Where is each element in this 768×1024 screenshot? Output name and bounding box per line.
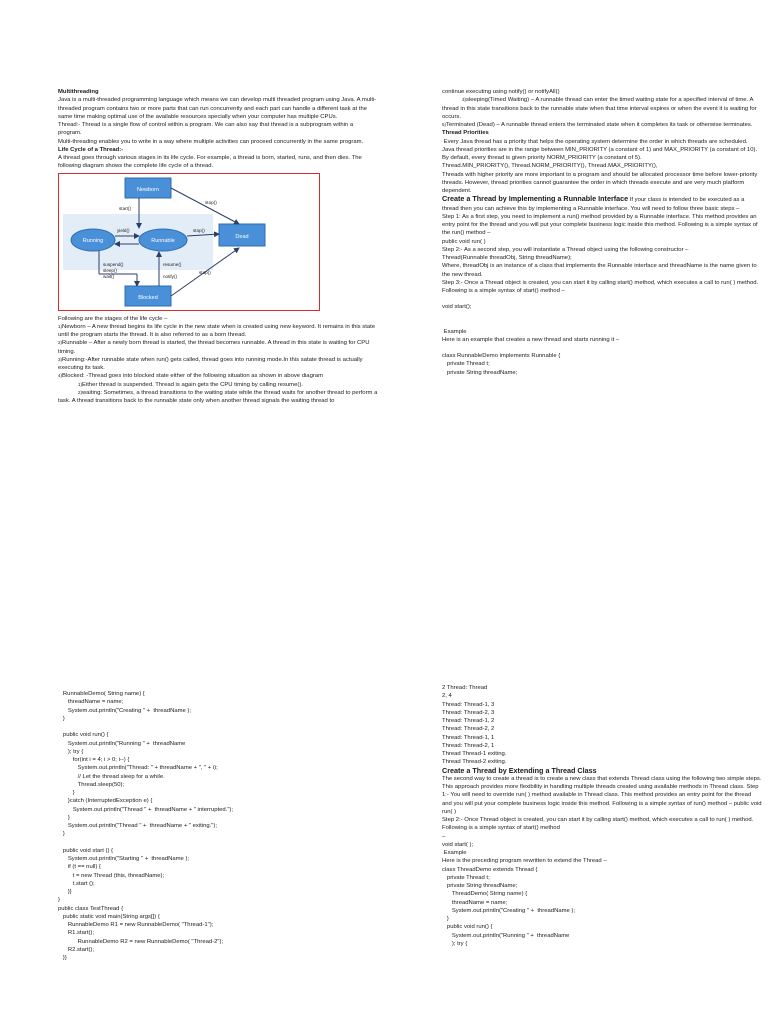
paragraph-step-2: Step 2:- As a second step, you will instantiate a Thread object using the following constructor –: [442, 246, 689, 253]
section-title-extend-thread: Create a Thread by Extending a Thread Class: [442, 765, 597, 775]
code-line: [58, 723, 378, 731]
example-heading: Example: [442, 850, 467, 856]
paragraph-stages-title: Following are the stages of the life cycle –: [58, 315, 168, 322]
thread-lifecycle-diagram: [58, 173, 320, 311]
code-line: private String threadName;: [442, 883, 518, 889]
code-line: }: [58, 715, 65, 722]
stage-number: 4): [58, 373, 63, 379]
paragraph-extend-thread: The second way to create a thread is to create a new class that extends Thread class using the following two simple steps. This approach provides more flexibility in handling multiple threads created using available methods in Thread class. Step 1:- You will need to override run( ) method available in Thread class. This method provides an entry point for the thread and you will put your complete business logic inside this method. Following is a simple syntax of run() method – public void run( ): [442, 775, 764, 815]
paragraph-create-runnable: [442, 195, 762, 213]
stage-number: 3): [462, 97, 467, 103]
code-line: ); try {: [58, 748, 84, 755]
code-line: Thread Thread-2 exiting.: [442, 759, 507, 766]
wait-label: wait(): [103, 273, 115, 279]
code-line: }: [442, 916, 449, 922]
code-line: threadName = name;: [442, 899, 508, 906]
runnable-label: Runnable: [151, 237, 175, 244]
stage-text: Either thread is suspended. Thread is again gets the CPU timing by calling resume().: [82, 381, 303, 388]
code-line: t.start ();: [58, 880, 95, 887]
stop-label-bottom: stop(): [199, 269, 211, 275]
code-line: Thread: Thread-2, 3: [442, 709, 495, 716]
code-line: System.out.println("Creating " + threadName );: [58, 707, 192, 714]
code-line: Thread: Thread-1, 2: [442, 718, 495, 724]
code-line: System.out.println("Running " + threadName: [442, 932, 570, 939]
code-line: R1.start();: [58, 930, 95, 937]
code-thread-constructor: Thread(Runnable threadObj, String threadName);: [442, 255, 572, 261]
code-run-signature: public void run( ): [442, 238, 486, 245]
paragraph-intro: Java is a multi-threaded programming language which means we can develop multi threaded program using Java. A multi-threaded program contains two or more parts that can run concurrently and each part can handle a different task at the same time making optimal use of the available resources specially when your computer has multiple CPUs.: [58, 97, 377, 120]
code-line: Thread: Thread-1, 1: [442, 734, 495, 741]
code-line: }}: [58, 955, 67, 961]
code-line: System.out.println("Creating " + threadName );: [442, 907, 576, 914]
stop-label-top: stop(): [205, 199, 217, 205]
stage-text: Runnable – After a newly born thread is started, the thread becomes runnable. A thread in this state is waiting for CPU timing.: [58, 340, 372, 355]
code-void-start: void start();: [442, 304, 472, 311]
code-line: System.out.println("Thread " + threadName + " interrupted.");: [58, 806, 234, 813]
code-line: }}: [58, 889, 72, 895]
code-line: 2, 4: [442, 693, 452, 700]
code-line: for(int i = 4; i > 0; i--) {: [58, 757, 130, 763]
notify-label: notify(): [163, 273, 178, 279]
code-line: Thread: Thread-2, 1: [442, 742, 495, 749]
code-line: Thread: Thread-2, 2: [442, 726, 495, 733]
code-line: System.out.println("Starting " + threadName );: [58, 856, 190, 862]
dead-label: Dead: [235, 233, 249, 240]
newborn-label: Newborn: [136, 186, 160, 193]
paragraph-continue: continue executing using notify() or notifyAll(): [442, 89, 560, 95]
code-line: System.out.println("Thread: " + threadName + ", " + i);: [58, 765, 218, 772]
stage-newborn: [58, 323, 378, 340]
stage-blocked-waiting: [58, 389, 378, 406]
stage-running: [58, 356, 378, 373]
page-2-column: [442, 88, 762, 377]
stage-text: Blocked: -Thread goes into blocked state either of the following situation as shown in above diagram: [62, 373, 323, 380]
lifecycle-diagram-svg: [59, 174, 319, 310]
paragraph-example: Here is the preceding program rewritten to extend the Thread –: [442, 858, 607, 865]
stage-text: waiting: Sometimes, a thread transitions to the waiting state while the thread waits for another thread to perform a task. A thread transitions back to the runnable state only when another thread signals the waiting thread to: [58, 389, 379, 404]
code-line: t = new Thread (this, threadName);: [58, 872, 165, 879]
code-line: ThreadDemo( String name) {: [442, 891, 528, 898]
paragraph-multithreading-definition: Multi-threading enables you to write in a way where multiple activities can proceed concurrently in the same program.: [58, 138, 364, 145]
sleep-label: sleep(): [103, 267, 118, 273]
stop-label-middle: stop(): [193, 227, 205, 233]
code-line: }: [58, 814, 70, 821]
suspend-label: suspend(): [103, 261, 124, 267]
code-line: System.out.println("Running " + threadName: [58, 740, 186, 747]
stage-blocked-suspended: [58, 381, 378, 389]
resume-label: resume(): [163, 261, 182, 267]
stage-timed-waiting: [442, 96, 762, 121]
paragraph-create-runnable-text: If your class is intended to be executed as a thread then you can achieve this by implementing a Runnable interface. You will need to follow three basic steps –: [442, 197, 747, 212]
code-line: private String threadName;: [442, 369, 518, 376]
section-title-lifecycle: Life Cycle of a Thread:-: [58, 146, 124, 153]
paragraph-where: Where, threadObj is an instance of a class that implements the Runnable interface and threadName is the name given to the new thread.: [442, 263, 759, 278]
code-line: // Let the thread sleep for a while.: [58, 773, 165, 780]
start-label: start(): [119, 205, 131, 211]
code-line: public static void main(String args[]) {: [58, 913, 160, 920]
paragraph-priorities-2: Java thread priorities are in the range between MIN_PRIORITY (a constant of 1) and MAX_PRIORITY (a constant of 10). By default, every thread is given priority NORM_PRIORITY (a constant of 5).: [442, 146, 759, 161]
code-line: class RunnableDemo implements Runnable {: [442, 353, 561, 359]
paragraph-lifecycle: A thread goes through various stages in its life cycle. For example, a thread is born, started, runs, and then dies. The following diagram shows the complete life cycle of a thread.: [58, 155, 364, 170]
page-1-column: [58, 88, 378, 405]
yield-label: yield(): [117, 227, 130, 233]
code-line: }: [58, 790, 75, 796]
code-line: public void run() {: [442, 924, 493, 931]
code-block-thread-demo: [442, 866, 762, 949]
paragraph-extend-step-2: Step 2:- Once Thread object is created, you can start it by calling start() method, which executes a call to run( ) method. Following is a simple syntax of start() method: [442, 817, 755, 832]
code-line: public class TestThread {: [58, 905, 124, 912]
code-line: }: [58, 897, 60, 904]
code-line: }: [58, 831, 65, 838]
code-line: Thread: Thread-1, 3: [442, 701, 495, 708]
code-line: R2.start();: [58, 946, 95, 953]
stage-text: sleeping(Timed Waiting) – A runnable thread can enter the timed waiting state for a specified interval of time. A thread in this state transitions back to the runnable state when that time interval expires or when the event it is waiting for occurs.: [442, 97, 759, 120]
stage-blocked: [58, 372, 378, 380]
running-label: Running: [82, 237, 104, 244]
stage-number: 2): [78, 389, 83, 395]
code-line: public void start () {: [58, 847, 114, 854]
stage-number: 2): [58, 340, 63, 346]
code-line: System.out.println("Thread " + threadName + " exiting.");: [58, 823, 217, 829]
paragraph-priorities-3: Thread.MIN_PRIORITY(), Thread.NORM_PRIORITY(), Thread.MAX_PRIORITY(),: [442, 163, 658, 170]
code-line: RunnableDemo( String name) {: [58, 691, 145, 697]
code-line: private Thread t;: [442, 361, 490, 368]
blocked-label: Blocked: [138, 294, 158, 301]
stage-text: Newborn – A new thread begins its life cycle in the new state when is created using new keyword. It remains in this state until the program starts the thread. It is also referred to as a born thread.: [58, 323, 377, 338]
code-line: RunnableDemo R2 = new RunnableDemo( "Thread-2");: [58, 938, 224, 945]
code-line: }catch (InterruptedException e) {: [58, 798, 153, 805]
section-title-priorities: Thread Priorities: [442, 130, 489, 137]
stage-number: 3): [58, 356, 63, 362]
code-line: RunnableDemo R1 = new RunnableDemo( "Thread-1");: [58, 922, 214, 928]
paragraph-example: Here is an example that creates a new thread and starts running it –: [442, 336, 620, 343]
stage-runnable: [58, 339, 378, 356]
program-output-block: [442, 684, 762, 767]
code-line: class ThreadDemo extends Thread {: [442, 866, 538, 873]
stage-number: 5): [442, 122, 447, 127]
stage-number: 1): [58, 323, 63, 329]
code-line: Thread Thread-1 exiting.: [442, 751, 507, 757]
paragraph-step-3: Step 3:- Once a Thread object is created, you can start it by calling start() method, which executes a call to run( ) method. Following is a simple syntax of start() method –: [442, 279, 760, 294]
dash-text: –: [442, 833, 446, 840]
page-3-column: [58, 690, 378, 962]
code-line: [58, 839, 378, 847]
code-void-start: void start( );: [442, 841, 474, 848]
example-heading: Example: [442, 328, 467, 335]
paragraph-step-1: Step 1: As a first step, you need to implement a run() method provided by a Runnable interface. This method provides an entry point for the thread and you will put your complete business logic inside this method. Following is a simple syntax of the run() method –: [442, 213, 760, 237]
section-title-multithreading: Multithreading: [58, 89, 99, 95]
paragraph-priorities-4: Threads with higher priority are more important to a program and should be allocated processor time before lower-priority threads. However, thread priorities cannot guarantee the order in which threads execute and are very much platform dependent.: [442, 171, 759, 194]
stage-text: Running:-After runnable state when run() gets called, thread goes into running mode.In this satate thread is actually executing its task.: [58, 356, 365, 371]
stage-number: 1): [78, 381, 83, 387]
code-line: if (t == null) {: [58, 864, 101, 871]
paragraph-priorities-1: Every Java thread has a priority that helps the operating system determine the order in which threads are scheduled.: [442, 138, 748, 145]
code-block-runnable-demo: [58, 690, 378, 962]
stage-terminated: [442, 121, 762, 129]
code-line: 2 Thread: Thread: [442, 685, 488, 691]
code-line: threadName = name;: [58, 699, 124, 706]
paragraph-thread-definition: Thread:- Thread is a single flow of control within a program. We can also say that thread is a subprogram within a program.: [58, 122, 355, 137]
code-line: public void run() {: [58, 732, 109, 739]
stage-text: Terminated (Dead) – A runnable thread enters the terminated state when it completes its task or otherwise terminates.: [446, 122, 753, 128]
code-line: ); try {: [442, 940, 468, 947]
code-line: Thread.sleep(50);: [58, 781, 125, 788]
code-line: private Thread t;: [442, 874, 490, 881]
section-title-runnable: Create a Thread by Implementing a Runnable Interface: [442, 194, 629, 204]
page-4-column: [442, 684, 762, 948]
